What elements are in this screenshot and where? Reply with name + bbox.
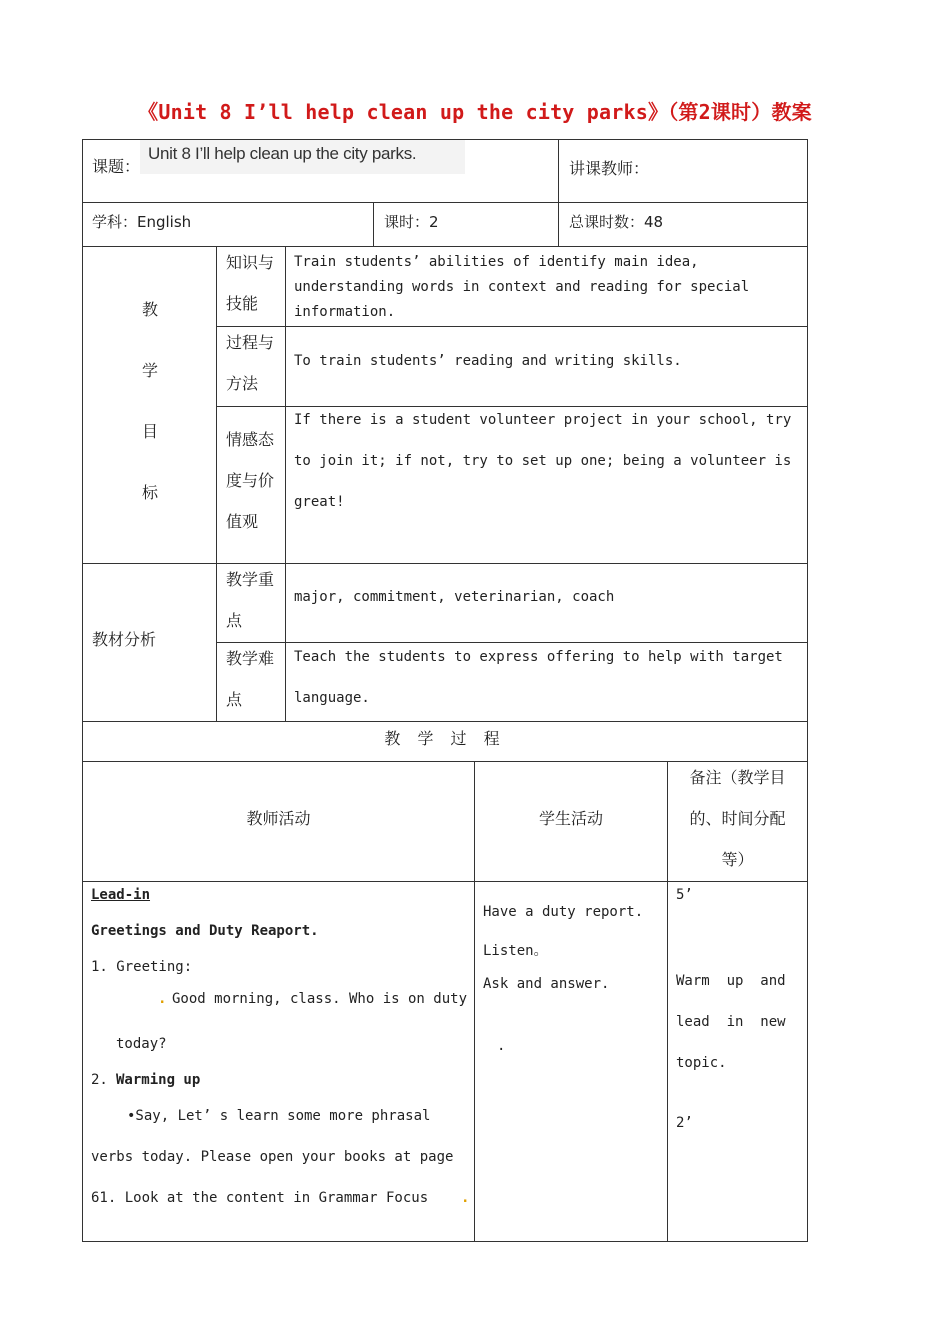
warming-up-heading: Warming up bbox=[116, 1072, 201, 1088]
key-points-text-cell bbox=[285, 563, 808, 643]
objectives-side-cell bbox=[82, 246, 217, 564]
attitude-label-line-1: 情感态 bbox=[226, 430, 275, 449]
objectives-char-2: 学 bbox=[142, 361, 159, 380]
key-points-label-cell bbox=[216, 563, 286, 643]
page-title: 《Unit 8 I’ll help clean up the city parks》（第2课时）教案 bbox=[138, 100, 812, 124]
attitude-text-line-2: to join it; if not, try to set up one; being a volunteer is bbox=[294, 453, 792, 469]
attitude-label-cell bbox=[216, 406, 286, 564]
teacher-label: 讲课教师： bbox=[569, 159, 650, 178]
student-activity-header-cell bbox=[474, 761, 668, 882]
say-line-1: •Say, Let’ s learn some more phrasal bbox=[127, 1108, 431, 1124]
note-header-cell bbox=[667, 761, 808, 882]
attitude-label-line-2: 度与价 bbox=[226, 471, 275, 490]
knowledge-text-line-3: information. bbox=[294, 304, 396, 320]
total-periods-value: 总课时数：48 bbox=[569, 213, 664, 231]
knowledge-text-cell bbox=[285, 246, 808, 327]
attitude-text-line-3: great! bbox=[294, 494, 345, 510]
attitude-text-cell bbox=[285, 406, 808, 564]
lead-in-heading: Lead-in bbox=[91, 887, 151, 903]
difficulty-label-line-2: 点 bbox=[226, 690, 243, 709]
difficulty-label-cell bbox=[216, 642, 286, 722]
process-method-label-line-1: 过程与 bbox=[226, 333, 275, 352]
analysis-side-cell bbox=[82, 563, 217, 722]
greetings-heading: Greetings and Duty Reaport. bbox=[91, 923, 319, 939]
key-points-label-line-1: 教学重 bbox=[226, 570, 275, 589]
bullet-mark-2: . bbox=[461, 1190, 470, 1206]
process-method-text-line-1: To train students’ reading and writing skills. bbox=[294, 353, 682, 369]
note-warm-line-2: lead in new bbox=[676, 1014, 786, 1030]
student-activity-header: 学生活动 bbox=[538, 809, 603, 828]
key-points-text-line-1: major, commitment, veterinarian, coach bbox=[294, 589, 615, 605]
student-line-1: Have a duty report. bbox=[483, 904, 644, 920]
topic-label: 课题： bbox=[92, 157, 141, 176]
say-line-3: 61. Look at the content in Grammar Focus bbox=[91, 1190, 429, 1206]
teacher-activity-header-cell bbox=[82, 761, 475, 882]
bullet-mark: . bbox=[158, 991, 167, 1007]
student-line-3: Ask and answer. bbox=[483, 976, 610, 992]
process-method-label-cell bbox=[216, 326, 286, 407]
note-time-2: 2’ bbox=[676, 1115, 693, 1131]
teacher-activity-header: 教师活动 bbox=[246, 809, 311, 828]
period-value: 课时：2 bbox=[384, 213, 439, 231]
say-line-2: verbs today. Please open your books at page bbox=[91, 1149, 454, 1165]
knowledge-text-line-2: understanding words in context and reading for special bbox=[294, 279, 750, 295]
topic-value-image: Unit 8 I’ll help clean up the city parks. bbox=[140, 140, 465, 174]
knowledge-label-line-2: 技能 bbox=[226, 294, 259, 313]
note-warm-line-3: topic. bbox=[676, 1055, 727, 1071]
attitude-text-line-1: If there is a student volunteer project in your school, try bbox=[294, 412, 792, 428]
objectives-char-4: 标 bbox=[142, 483, 159, 502]
note-header-line-1: 备注（教学目 bbox=[689, 768, 786, 787]
warming-number: 2. bbox=[91, 1072, 108, 1088]
key-points-label-line-2: 点 bbox=[226, 611, 243, 630]
subject-value: 学科：English bbox=[92, 213, 192, 231]
knowledge-text-line-1: Train students’ abilities of identify main idea, bbox=[294, 254, 699, 270]
note-cell bbox=[667, 881, 808, 1242]
process-method-label-line-2: 方法 bbox=[226, 374, 259, 393]
note-time-1: 5’ bbox=[676, 887, 693, 903]
teacher-cell bbox=[558, 139, 808, 203]
attitude-label-line-3: 值观 bbox=[226, 512, 259, 531]
objectives-char-3: 目 bbox=[142, 422, 159, 441]
process-heading-cell bbox=[82, 721, 808, 762]
process-heading: 教 学 过 程 bbox=[384, 729, 506, 748]
student-dot: . bbox=[497, 1038, 506, 1054]
period-cell bbox=[373, 202, 559, 247]
subject-cell bbox=[82, 202, 374, 247]
note-header-line-3: 等） bbox=[721, 850, 754, 869]
greeting-text-line-2: today? bbox=[116, 1036, 167, 1052]
teacher-activity-cell bbox=[82, 881, 475, 1242]
note-header-line-2: 的、时间分配 bbox=[689, 809, 786, 828]
total-periods-cell bbox=[558, 202, 808, 247]
student-line-2: Listen。 bbox=[483, 943, 548, 959]
greeting-item: 1. Greeting: bbox=[91, 959, 193, 975]
difficulty-text-line-2: language. bbox=[294, 690, 370, 706]
analysis-label: 教材分析 bbox=[92, 630, 157, 649]
knowledge-label-line-1: 知识与 bbox=[226, 253, 275, 272]
knowledge-label-cell bbox=[216, 246, 286, 327]
difficulty-text-cell bbox=[285, 642, 808, 722]
difficulty-label-line-1: 教学难 bbox=[226, 649, 275, 668]
difficulty-text-line-1: Teach the students to express offering to help with target bbox=[294, 649, 783, 665]
objectives-char-1: 教 bbox=[142, 300, 159, 319]
note-warm-line-1: Warm up and bbox=[676, 973, 786, 989]
student-activity-cell bbox=[474, 881, 668, 1242]
greeting-text-line-1: Good morning, class. Who is on duty bbox=[172, 991, 468, 1007]
process-method-text-cell bbox=[285, 326, 808, 407]
